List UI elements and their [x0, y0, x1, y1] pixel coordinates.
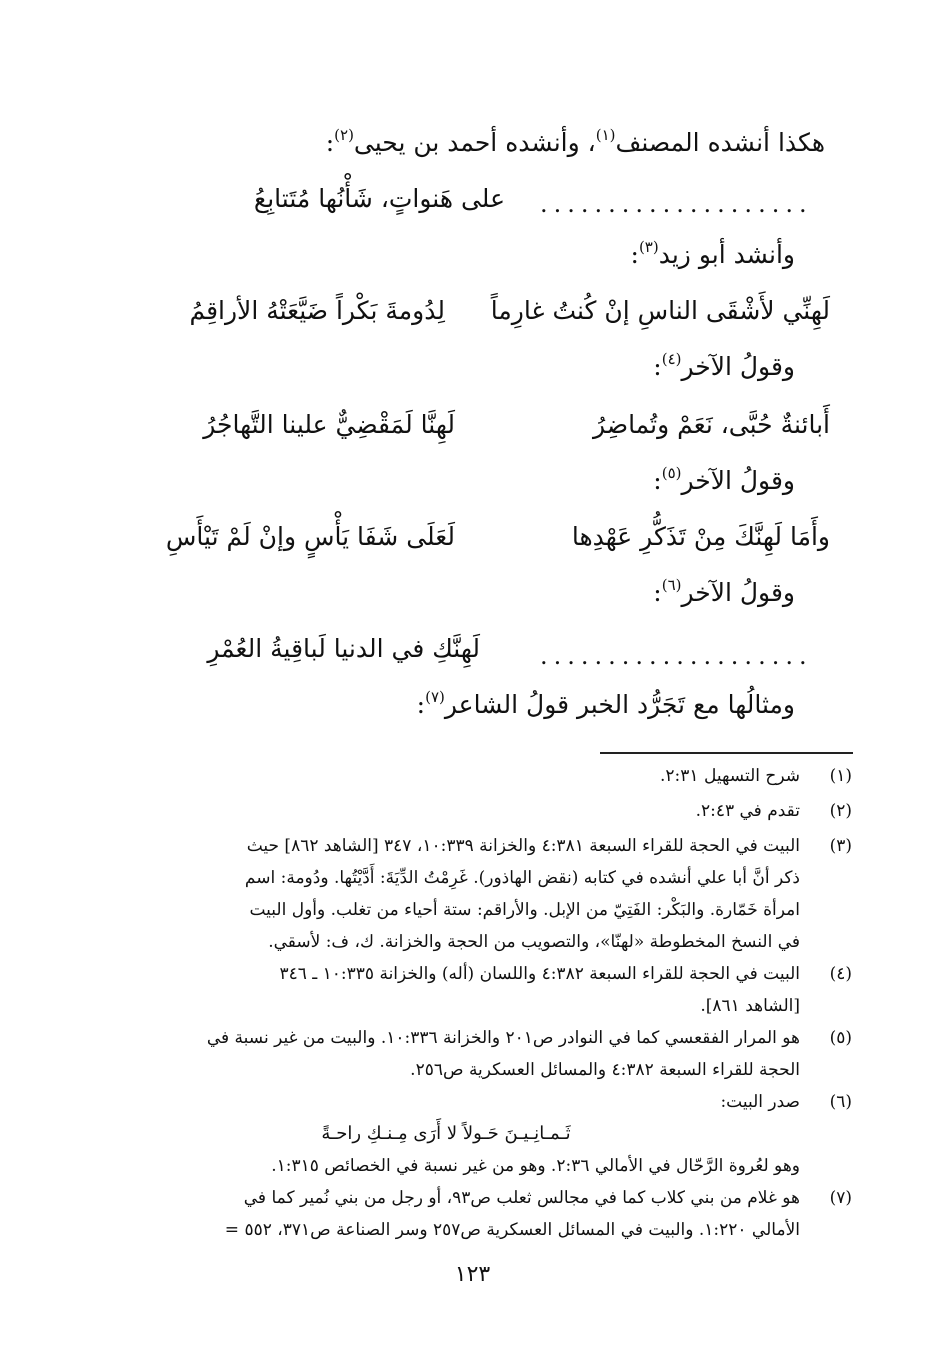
abu-zaid-text: وأنشد أبو زيد [658, 240, 795, 269]
footnote-ref-2: (٢) [334, 126, 354, 144]
page-number: ١٢٣ [454, 1262, 491, 1287]
footnote-7 [92, 1182, 852, 1246]
footnote-text: هو المرار الفقعسي كما في النوادر ص٢٠١ والخزانة ١٠:٣٣٦. والبيت من غير نسبة في [206, 1028, 800, 1048]
footnote-text: شرح التسهيل ٢:٣١. [660, 766, 800, 786]
akhar-text: وقولُ الآخر [681, 578, 795, 607]
verse2-second-hemistich: لِدُومةَ بَكْراً ضَيَّعَتْهُ الأراقِمُ [189, 296, 445, 325]
footnote-1 [92, 760, 852, 792]
footnote-number: (٥) [829, 1028, 852, 1048]
colon: : [416, 690, 426, 719]
footnote-3 [92, 830, 852, 958]
footnote-separator [600, 752, 853, 754]
footnote-number: (٧) [829, 1188, 852, 1208]
footnote-ref-6: (٦) [661, 576, 682, 594]
footnote-6 [92, 1086, 852, 1182]
footnote-text: [الشاهد ٨٦١]. [700, 996, 800, 1016]
footnote-text: البيت في الحجة للقراء السبعة ٤:٣٨١ والخزانة ١٠:٣٣٩، ٣٤٧ [الشاهد ٨٦٢] حيث [246, 836, 800, 856]
footnote-ref-7: (٧) [425, 688, 445, 706]
intro-mid-text: ، وأنشده أحمد بن يحيى [353, 128, 596, 157]
colon: : [653, 352, 662, 381]
footnote-number: (٤) [829, 964, 852, 984]
intro-line [326, 128, 825, 157]
footnote-text: الأمالي ١:٢٢٠. والبيت في المسائل العسكرية ص٢٥٧ وسر الصناعة ص٣٧١، ٥٥٢ = [224, 1220, 800, 1240]
footnote-text: البيت في الحجة للقراء السبعة ٤:٣٨٢ واللسان (أله) والخزانة ١٠:٣٣٥ ـ ٣٤٦ [279, 964, 800, 984]
footnote-2 [92, 795, 852, 827]
akhar-line-1 [653, 352, 795, 381]
footnote-ref-3: (٣) [638, 238, 659, 256]
footnote-text: ذكر أنَّ أبا علي أنشده في كتابه (نقض الهاذور). غَرِمْتُ الدِّيَةَ: أَدَّيْتُها. ودُومة: اسم [244, 868, 800, 888]
intro-text: هكذا أنشده المصنف [615, 128, 825, 157]
verse4-first-hemistich: وأَمَا لَهِنَّكَ مِنْ تَذَكُّرِ عَهْدِها [571, 522, 830, 551]
akhar-text: وقولُ الآخر [681, 466, 795, 495]
footnote-ref-4: (٤) [661, 350, 682, 368]
footnote-number: (٢) [829, 801, 852, 821]
footnote-verse: ثَـمـانِـيـنَ حَـولاً لا أَرَى مِـنـكِ راحـةً [321, 1123, 571, 1144]
akhar-line-2 [653, 466, 795, 495]
omitted-hemistich-dots: .................... [540, 642, 813, 670]
footnote-number: (١) [829, 766, 852, 786]
intro-colon: : [325, 128, 335, 157]
verse3-first-hemistich: أَبائنةٌ حُبَّى، نَعَمْ وتُماضِرُ [593, 410, 830, 439]
footnote-5 [92, 1022, 852, 1086]
verse1-hemistich: على هَنواتٍ، شَأْنُها مُتَتابِعُ [253, 184, 505, 213]
abu-zaid-line [631, 240, 796, 269]
akhar-text: وقولُ الآخر [681, 352, 795, 381]
footnote-text: الحجة للقراء السبعة ٤:٣٨٢ والمسائل العسكرية ص٢٥٦. [410, 1060, 800, 1080]
verse2-first-hemistich: لَهِنِّي لأَشْقَى الناسِ إنْ كُنتُ غارِماً [490, 296, 830, 325]
omitted-hemistich-dots: .................... [540, 190, 813, 218]
footnote-text: في النسخ المخطوطة «لهنّا»، والتصويب من الحجة والخزانة. ك، ف: لأسقي. [268, 932, 800, 952]
colon: : [653, 466, 662, 495]
akhar-line-3 [653, 578, 795, 607]
footnote-text: هو غلام من بني كلاب كما في مجالس ثعلب ص٩٣، أو رجل من بني نُمير كما في [243, 1188, 800, 1208]
verse3-second-hemistich: لَهِنَّا لَمَقْضِيٌّ علينا التَّهاجُرُ [203, 410, 455, 439]
footnote-4 [92, 958, 852, 1022]
footnote-text: وهو لعُروة الرَّحّال في الأمالي ٢:٣٦. وهو من غير نسبة في الخصائص ١:٣١٥. [271, 1156, 800, 1176]
closing-text: ومثالُها مع تَجَرُّد الخبر قولُ الشاعر [444, 690, 795, 719]
footnote-text: صدر البيت: [720, 1092, 800, 1112]
footnote-ref-1: (١) [595, 126, 616, 144]
verse5-hemistich: لَهِنَّكِ في الدنيا لَباقِيةُ العُمْرِ [207, 634, 480, 663]
verse4-second-hemistich: لَعَلَى شَفَا يَأْسٍ وإنْ لَمْ تَيْأَسِ [165, 522, 455, 551]
footnote-ref-5: (٥) [661, 464, 682, 482]
footnote-number: (٣) [829, 836, 852, 856]
colon: : [630, 240, 639, 269]
footnote-text: تقدم في ٢:٤٣. [695, 801, 800, 821]
colon: : [653, 578, 662, 607]
closing-line [417, 690, 795, 719]
footnote-text: امرأة خَمّارة. والبَكْر: الفَتِيّ من الإبل. والأراقم: ستة أحياء من تغلب. وأول البيت [249, 900, 800, 920]
footnote-number: (٦) [829, 1092, 852, 1112]
